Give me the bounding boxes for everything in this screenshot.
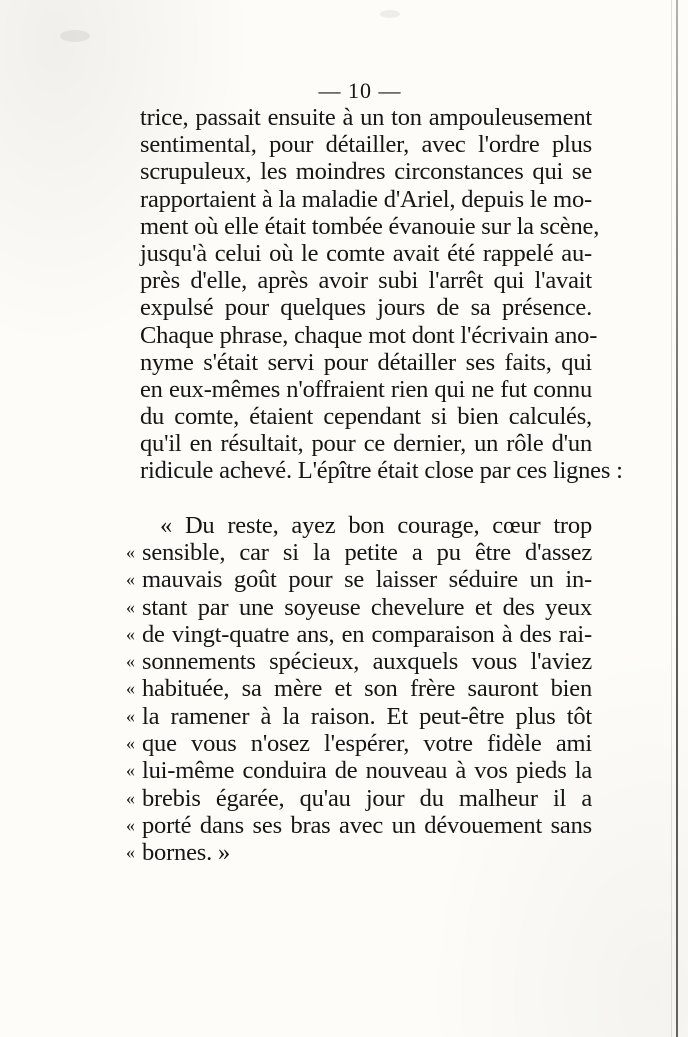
opening-quote: « [160,511,173,539]
quote-line [126,648,592,676]
text-line: trice, passait ensuite à un ton ampoulеusement [140,104,592,131]
page-edge-shadow [676,0,678,1037]
quote-text: mauvais goût pour se laisser séduire un in- [142,566,592,594]
quote-text: de vingt-quatre ans, en comparaison à des rai- [142,620,592,648]
paragraph-gap [140,485,592,512]
quote-line [126,811,592,839]
quote-mark [126,512,140,539]
quote-line [140,512,592,539]
quote-line [126,702,592,730]
text-line: expulsé pour quelques jours de sa présence. [140,294,592,322]
quote-text: bornes. » [142,839,231,867]
quote-mark: « [126,705,135,726]
quote-text: sonnements spécieux, auxquels vous l'aviez [142,648,592,676]
text-line: Chaque phrase, chaque mot dont l'écrivain ano- [140,321,598,349]
text-line: scrupuleux, les moindres circonstances qui se [140,158,592,186]
text-line: ridicule achevé. L'épître était close par ces lignes : [140,457,623,485]
quote-mark: « [126,842,135,863]
quote-mark: « [126,760,135,781]
quote-text: brebis égarée, qu'au jour du malheur il a [142,784,592,812]
quote-line [126,757,592,785]
text-line: jusqu'à celui où le comte avait été rappelé au- [140,239,592,267]
page-edge-line [671,0,672,1037]
page-number: — 10 — [318,78,402,103]
quote-text: stant par une soyeuse chevelure et des yeux [142,593,592,621]
body-text [126,104,623,867]
quote-mark: « [126,596,135,617]
quote-line [126,538,592,566]
quote-text: habituée, sa mère et son frère sauront bien [142,675,592,703]
quote-line [126,839,592,867]
quote-text: la ramener à la raison. Et peut-être plus tôt [142,702,592,730]
text-line: nyme s'était servi pour détailler ses faits, qui [140,348,592,376]
quote-text: que vous n'osez l'espérer, votre fidèle ami [142,730,592,757]
quote-line [126,593,592,621]
paper-stain [380,10,400,18]
text-line: près d'elle, après avoir subi l'arrêt qui l'avait [140,267,592,295]
text-line: ment où elle était tombée évanouie sur la scène, [140,212,600,240]
quote-mark: « [126,569,135,590]
quote-mark: « [126,733,135,753]
quote-text-content: Du reste, ayez bon courage, cœur trop [184,511,592,539]
quote-text: porté dans ses bras avec un dévouement sans [142,811,592,839]
quote-text: lui-même conduira de nouveau à vos pieds la [142,757,592,785]
text-line: qu'il en résultait, pour ce dernier, un rôle d'un [140,430,592,458]
quote-line [126,620,592,648]
quote-mark: « [126,623,135,644]
quote-line [126,784,592,812]
paper-stain [60,30,90,42]
text-line: du comte, étaient cependant si bien calculés, [140,403,592,431]
text-line: sentimental, pour détailler, avec l'ordre plus [140,131,592,159]
quote-text [140,512,592,539]
quote-line [126,730,592,757]
quote-line [126,675,592,703]
quote-text: sensible, car si la petite a pu être d'assez [142,538,592,566]
quote-mark: « [126,787,135,808]
quote-mark: « [126,541,135,562]
text-line: rapportaient à la maladie d'Ariel, depuis le mo- [140,185,592,213]
text-line: en eux-mêmes n'offraient rien qui ne fut connu [140,375,592,403]
quote-mark: « [126,651,135,672]
quote-line [126,566,592,594]
quote-mark: « [126,814,135,835]
quote-mark: « [126,678,135,699]
